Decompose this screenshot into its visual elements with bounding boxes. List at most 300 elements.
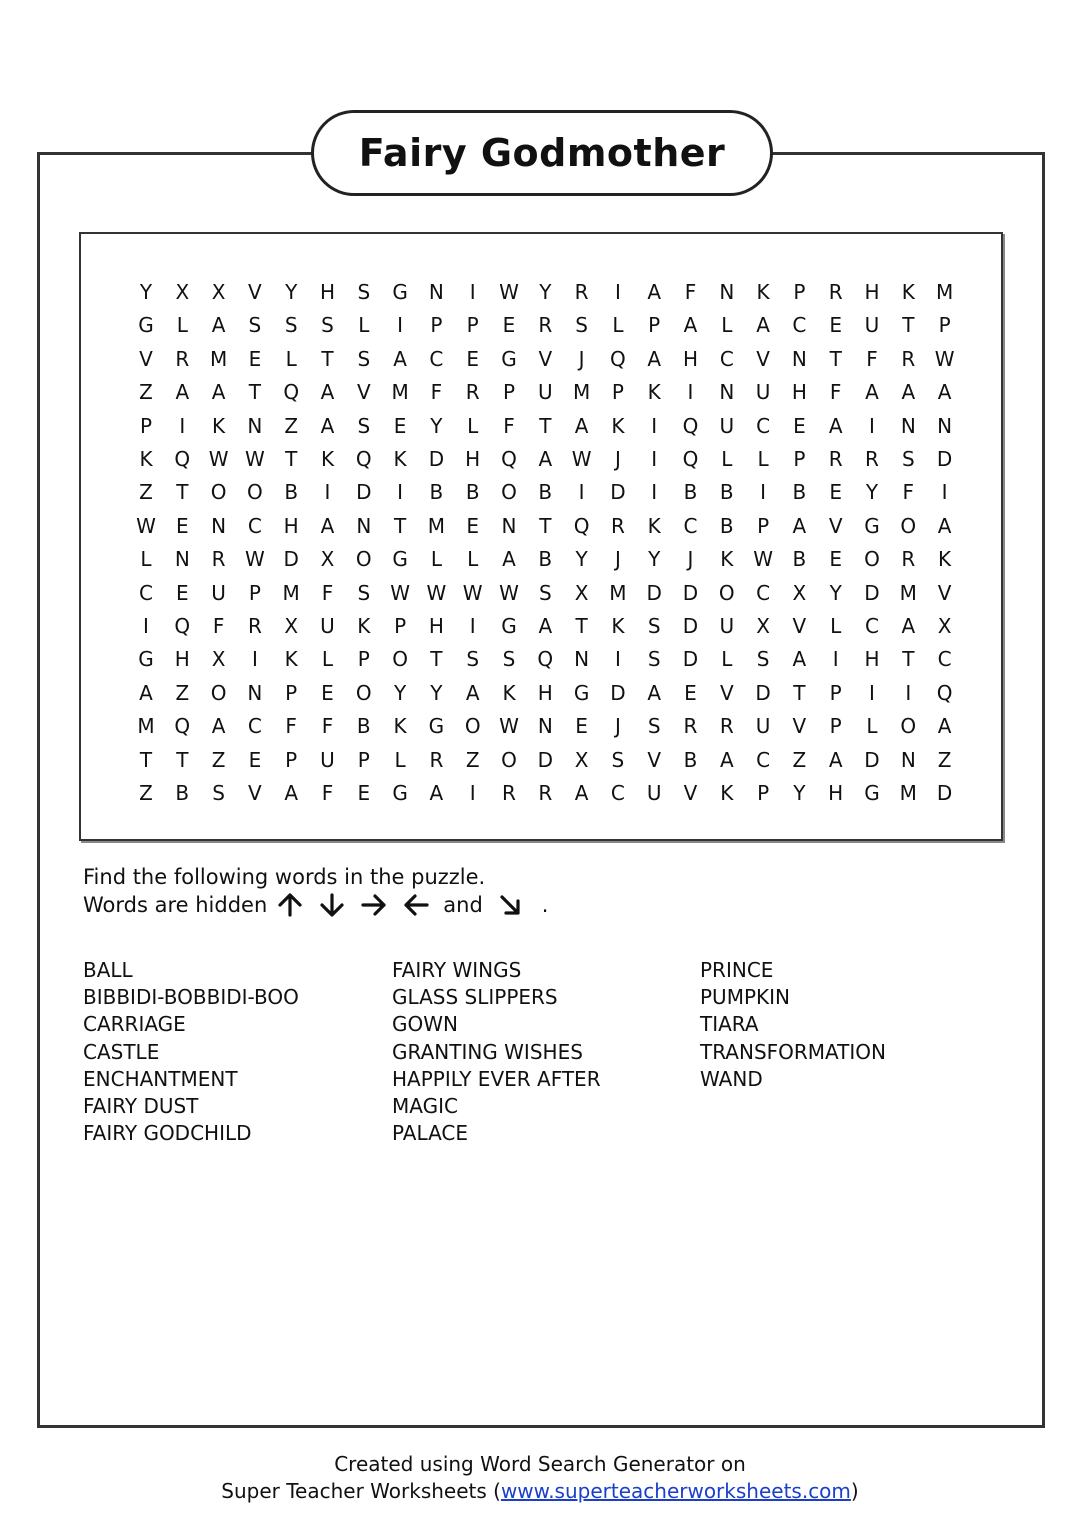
grid-letter: D [682,647,699,672]
grid-letter: I [578,480,585,505]
grid-letter: D [610,680,626,705]
grid-letter: I [651,413,658,438]
grid-letter: T [539,513,552,538]
grid-letter: E [829,480,842,505]
grid-letter: X [756,614,770,638]
grid-letter: I [469,280,476,304]
word-list-item: TIARA [700,1012,759,1037]
grid-letter: Q [682,413,699,438]
grid-letter: T [176,480,189,505]
grid-letter: N [174,547,190,572]
grid-letter: Q [174,447,191,471]
word-list-item: PRINCE [700,958,774,982]
grid-letter: A [320,513,335,538]
grid-letter: T [393,513,407,538]
grid-letter: B [719,513,734,538]
grid-letter: V [538,346,553,371]
grid-letter: A [647,680,662,705]
grid-letter: S [284,313,298,338]
grid-letter: W [934,346,955,371]
title-banner [311,110,773,196]
grid-letter: P [793,280,806,304]
grid-letter: R [865,447,879,471]
grid-letter: O [210,680,227,705]
grid-letter: I [760,480,767,505]
grid-letter: I [143,614,149,638]
grid-letter: A [937,714,952,739]
grid-letter: L [757,447,769,471]
grid-letter: Z [284,413,299,438]
grid-letter: A [683,313,698,338]
word-list-item: ENCHANTMENT [83,1066,238,1091]
grid-letter: G [501,614,517,638]
grid-letter: X [792,580,807,605]
grid-letter: F [321,580,334,605]
grid-letter: P [430,313,443,338]
word-list-column-2 [392,957,601,1147]
grid-letter: A [574,781,589,805]
grid-letter: I [251,647,258,672]
grid-letter: G [138,313,154,338]
grid-letter: B [284,480,299,505]
grid-letter: N [900,413,916,438]
grid-letter: W [499,280,519,304]
grid-letter: W [136,513,156,538]
grid-letter: A [538,447,553,471]
grid-letter: R [429,747,444,772]
grid-letter: M [427,513,446,538]
grid-letter: H [828,781,844,805]
grid-letter: E [684,680,697,705]
grid-letter: I [469,781,476,805]
grid-letter: B [429,480,444,505]
grid-letter: M [391,380,409,405]
footer-source-prefix: Super Teacher Worksheets ( [221,1479,501,1503]
grid-letter: Y [393,680,407,705]
grid-letter: U [537,380,553,405]
grid-letter: Q [573,513,590,538]
word-list-item: WAND [700,1066,763,1091]
grid-letter: W [571,447,592,471]
word-list-item: MAGIC [392,1094,458,1119]
grid-letter: S [901,447,915,471]
grid-letter: P [611,380,624,405]
grid-letter: E [248,346,262,371]
grid-letter: I [397,480,404,505]
grid-letter: Q [682,447,699,471]
grid-letter: R [828,447,843,471]
grid-letter: N [937,413,953,438]
grid-letter: A [574,413,589,438]
left-arrow-icon [402,892,430,918]
grid-letter: S [647,647,661,672]
grid-letter: R [610,513,625,538]
grid-letter: I [941,480,948,505]
word-list-item: FAIRY GODCHILD [83,1121,252,1146]
grid-letter: M [935,280,954,304]
grid-letter: T [793,680,806,705]
grid-letter: W [390,580,410,605]
grid-letter: P [648,313,661,338]
grid-letter: I [324,480,331,505]
grid-letter: F [430,380,443,405]
grid-letter: Z [139,480,153,505]
grid-letter: Z [465,747,480,772]
grid-letter: A [647,346,662,371]
word-list-item: BALL [83,958,133,982]
grid-letter: K [284,647,298,672]
word-list-item: PALACE [392,1121,468,1146]
grid-letter: Y [793,781,806,805]
grid-letter: H [283,513,299,538]
grid-letter: I [614,280,621,304]
grid-letter: J [614,547,621,572]
grid-letter: L [321,647,334,672]
grid-letter: F [212,614,225,638]
grid-letter: K [393,447,407,471]
grid-letter: P [793,447,806,471]
page-title: Fairy Godmother [358,131,726,175]
grid-letter: B [792,480,807,505]
grid-letter: N [501,513,517,538]
grid-letter: B [175,781,190,805]
grid-letter: A [320,380,335,405]
grid-letter: N [719,380,735,405]
grid-letter: E [321,680,334,705]
grid-letter: L [721,313,733,338]
grid-letter: L [467,413,479,438]
grid-letter: O [501,480,517,505]
grid-letter: D [646,580,662,605]
grid-letter: P [139,413,153,438]
grid-letter: K [139,447,153,471]
grid-letter: T [248,380,261,405]
grid-letter: P [357,747,370,772]
grid-letter: I [687,380,694,405]
grid-letter: I [905,680,912,705]
grid-letter: O [501,747,517,772]
grid-letter: K [393,714,407,739]
grid-letter: W [208,447,229,471]
grid-letter: C [937,647,952,672]
grid-letter: Y [648,547,661,572]
grid-letter: K [357,614,371,638]
grid-letter: D [283,547,299,572]
grid-letter: E [175,580,189,605]
grid-letter: W [462,580,483,605]
grid-letter: Z [175,680,190,705]
grid-letter: L [721,647,733,672]
grid-letter: L [285,346,297,371]
instructions-line-1: Find the following words in the puzzle. [83,865,486,889]
grid-letter: U [211,580,226,605]
grid-letter: V [828,513,843,538]
grid-letter: N [211,513,227,538]
grid-letter: A [175,380,190,405]
grid-letter: L [467,547,479,572]
grid-letter: S [357,413,371,438]
grid-letter: E [393,413,407,438]
grid-letter: R [901,547,916,572]
grid-letter: P [466,313,479,338]
grid-letter: U [719,413,735,438]
grid-letter: D [610,480,626,505]
grid-letter: R [247,614,262,638]
grid-letter: K [647,513,661,538]
grid-letter: X [175,280,190,304]
grid-letter: B [538,480,553,505]
grid-letter: C [865,614,879,638]
grid-letter: F [321,781,334,805]
grid-letter: X [211,647,226,672]
grid-letter: V [937,580,952,605]
grid-letter: M [572,380,591,405]
grid-letter: L [830,614,842,638]
grid-letter: W [426,580,447,605]
grid-letter: U [864,313,880,338]
grid-letter: G [864,781,880,805]
grid-letter: D [428,447,445,471]
grid-letter: Y [430,680,443,705]
down-arrow-icon [318,892,346,918]
grid-letter: B [719,480,734,505]
grid-letter: M [899,580,917,605]
grid-letter: I [869,680,875,705]
grid-letter: C [247,714,262,739]
grid-letter: L [612,313,624,338]
grid-letter: N [719,280,735,304]
grid-letter: K [502,680,516,705]
grid-letter: H [864,280,880,304]
grid-letter: D [755,680,771,705]
grid-letter: O [247,480,263,505]
grid-letter: V [756,346,770,371]
grid-letter: Z [139,781,153,805]
grid-letter: X [574,747,589,772]
right-arrow-icon [360,892,388,918]
grid-letter: E [466,346,479,371]
grid-letter: U [320,747,335,772]
word-list-item: PUMPKIN [700,985,790,1010]
grid-letter: S [321,313,334,338]
grid-letter: A [647,280,662,304]
grid-letter: T [321,346,334,371]
grid-letter: X [937,614,952,638]
grid-letter: H [465,447,481,471]
grid-letter: X [320,547,335,572]
grid-letter: Q [936,680,953,705]
grid-letter: Y [539,280,552,304]
grid-letter: C [756,580,771,605]
footer-website-link[interactable]: www.superteacherworksheets.com [500,1479,851,1503]
grid-letter: O [210,480,227,505]
grid-letter: G [392,781,408,805]
grid-letter: G [428,714,445,739]
grid-letter: S [647,714,661,739]
grid-letter: U [755,714,771,739]
grid-letter: S [538,580,552,605]
grid-letter: R [901,346,916,371]
grid-letter: K [938,547,952,572]
word-list-item: FAIRY WINGS [392,958,522,982]
grid-letter: O [355,680,372,705]
grid-letter: V [683,781,698,805]
grid-letter: W [499,714,519,739]
grid-letter: R [502,781,516,805]
grid-letter: Q [610,346,626,371]
grid-letter: K [720,547,734,572]
grid-letter: A [865,380,879,405]
grid-letter: I [651,447,658,471]
grid-letter: M [899,781,917,805]
grid-letter: A [320,413,335,438]
grid-letter: A [756,313,770,338]
grid-letter: J [578,346,585,371]
grid-letter: S [466,647,480,672]
and-label: and [443,893,483,917]
word-list-item: TRANSFORMATION [700,1039,886,1064]
grid-letter: D [682,580,699,605]
grid-letter: O [900,714,917,739]
grid-letter: F [684,280,697,304]
grid-letter: L [430,547,442,572]
grid-letter: R [538,313,553,338]
grid-letter: F [902,480,915,505]
grid-letter: D [682,614,699,638]
grid-letter: C [683,513,698,538]
grid-letter: I [397,313,404,338]
footer-credit: Created using Word Search Generator on [334,1452,746,1476]
up-arrow-icon [276,892,304,918]
grid-letter: C [719,346,734,371]
grid-letter: Q [283,380,300,405]
grid-letter: S [357,580,371,605]
grid-letter: T [575,614,588,638]
grid-letter: I [832,647,839,672]
grid-letter: M [282,580,300,605]
grid-letter: W [499,580,519,605]
grid-letter: A [901,380,916,405]
grid-letter: B [538,547,553,572]
grid-letter: U [320,614,335,638]
grid-letter: S [248,313,262,338]
grid-letter: G [864,513,880,538]
grid-letter: N [247,680,263,705]
diagonal-down-right-arrow-icon [497,892,525,918]
grid-letter: R [719,714,734,739]
grid-letter: H [537,680,553,705]
word-list-item: BIBBIDI-BOBBIDI-BOO [83,985,299,1010]
grid-letter: S [575,313,588,338]
grid-letter: K [756,280,770,304]
grid-letter: Q [501,447,517,471]
grid-letter: A [465,680,480,705]
grid-letter: P [757,513,770,538]
grid-letter: F [321,714,334,739]
grid-letter: F [866,346,878,371]
grid-letter: L [866,714,878,739]
grid-letter: O [900,513,917,538]
grid-letter: B [683,480,698,505]
grid-letter: E [829,313,842,338]
grid-letter: E [829,547,842,572]
grid-letter: V [139,346,153,371]
grid-letter: O [864,547,880,572]
grid-letter: D [864,580,880,605]
grid-letter: Y [139,280,153,304]
grid-letter: U [755,380,771,405]
grid-letter: W [245,447,265,471]
grid-letter: L [176,313,188,338]
grid-letter: A [901,614,916,638]
grid-letter: A [284,781,299,805]
grid-letter: T [430,647,443,672]
grid-letter: D [537,747,553,772]
grid-letter: P [285,747,298,772]
grid-letter: K [611,614,625,638]
grid-letter: O [355,547,372,572]
grid-letter: A [211,380,226,405]
grid-letter: T [902,647,915,672]
grid-letter: G [501,346,517,371]
grid-letter: N [356,513,372,538]
grid-letter: V [647,747,662,772]
grid-letter: G [138,647,154,672]
grid-letter: Z [937,747,952,772]
hidden-directions-label: Words are hidden [83,893,268,917]
grid-letter: A [211,714,226,739]
grid-letter: R [574,280,589,304]
grid-letter: S [611,747,625,772]
grid-letter: H [864,647,880,672]
grid-letter: B [465,480,480,505]
footer-source [0,1478,1080,1505]
grid-letter: T [902,313,915,338]
grid-letter: S [357,280,371,304]
grid-letter: O [464,714,481,739]
grid-letter: P [829,680,842,705]
grid-letter: A [792,647,807,672]
grid-letter: Q [537,647,554,672]
grid-letter: Y [285,280,298,304]
grid-letter: P [394,614,407,638]
grid-letter: N [900,747,916,772]
word-search-grid [79,232,1003,841]
grid-letter: V [248,280,262,304]
instructions-line-2 [83,891,548,919]
grid-letter: X [211,280,226,304]
grid-letter: V [356,380,371,405]
grid-letter: G [573,680,590,705]
grid-letter: D [936,781,953,805]
grid-letter: R [828,280,843,304]
grid-letter: K [647,380,661,405]
grid-letter: K [720,781,734,805]
grid-letter: M [209,346,228,371]
grid-letter: F [503,413,515,438]
grid-letter: V [792,714,807,739]
grid-letter: L [358,313,370,338]
grid-letter: C [792,313,807,338]
grid-letter: S [357,346,371,371]
grid-letter: R [465,380,480,405]
grid-letter: J [687,547,694,572]
grid-letter: T [139,747,153,772]
grid-letter: E [793,413,806,438]
grid-letter: K [611,413,625,438]
grid-letter: A [393,346,407,371]
grid-letter: P [357,647,370,672]
